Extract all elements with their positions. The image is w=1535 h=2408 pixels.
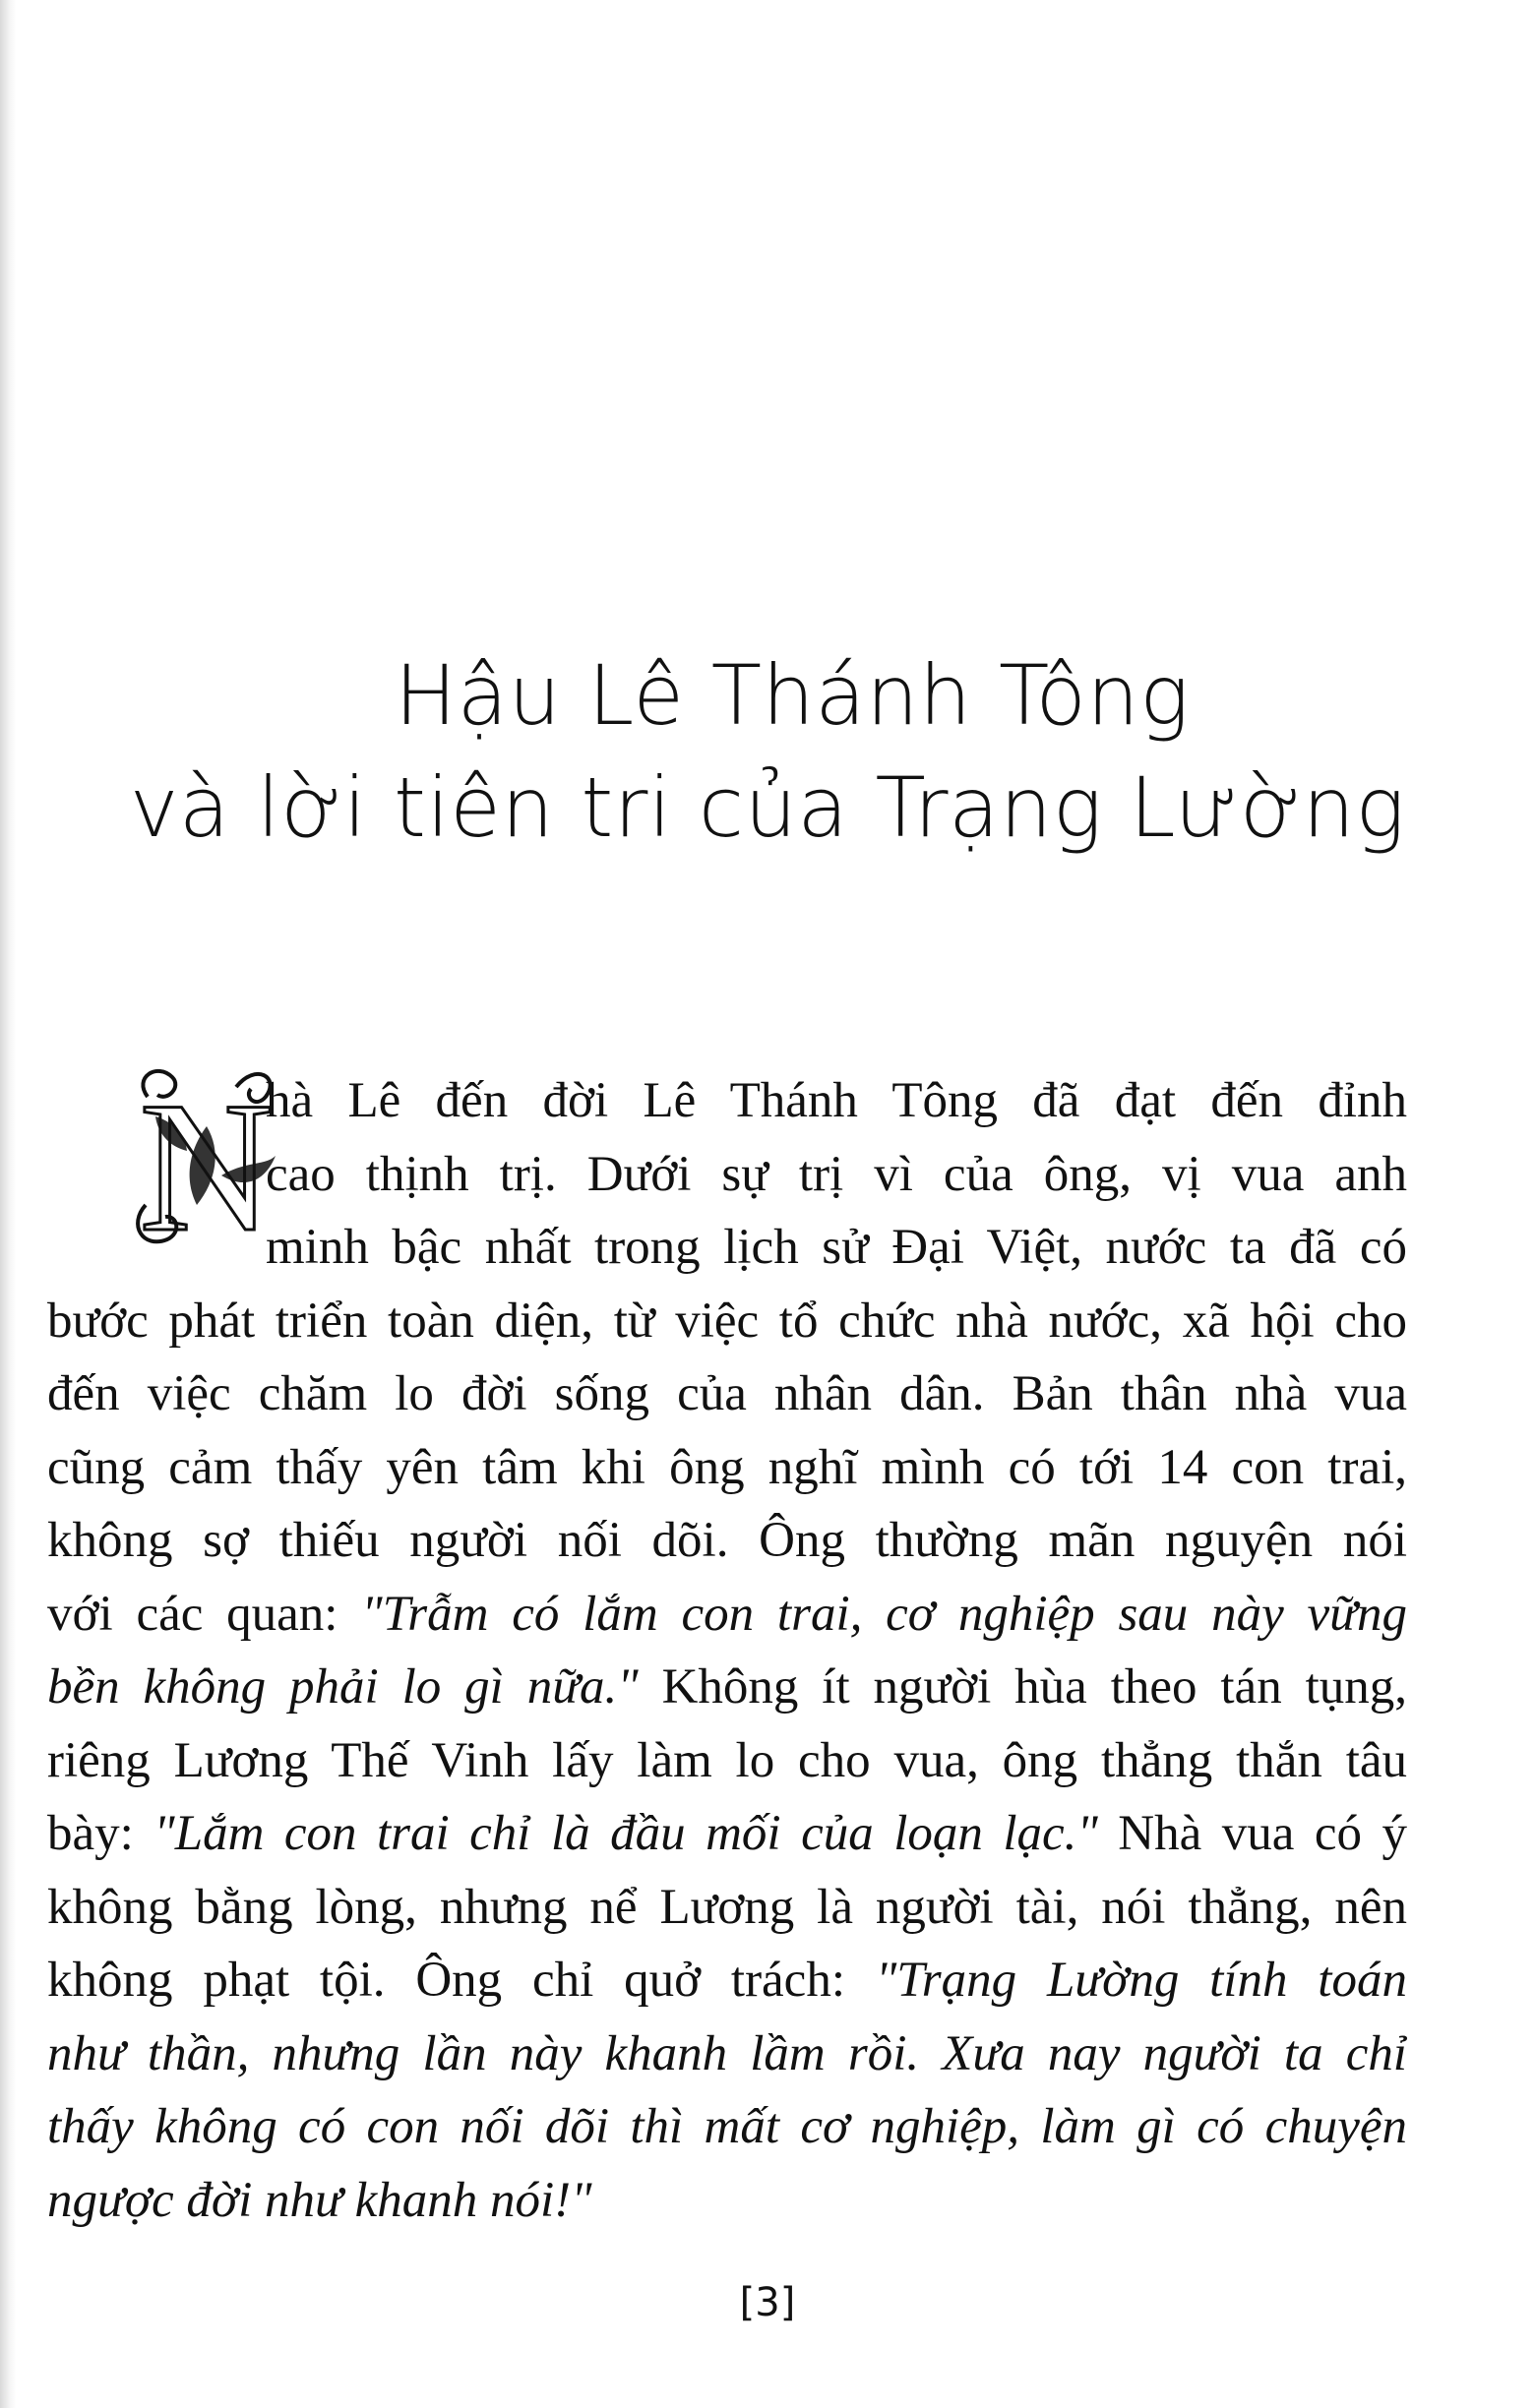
paragraph: [47, 1064, 1407, 2237]
body-text: riêng Lương Thế Vinh lấy làm lo cho vua, ông thẳng thắn tâu: [47, 1732, 1407, 1788]
chapter-title-line-1: Hậu Lê Thánh Tông: [394, 647, 1191, 744]
body-text: đến việc chăm lo đời sống của nhân dân. Bản thân nhà vua: [47, 1366, 1407, 1421]
paragraph-line: [47, 1357, 1407, 1431]
paragraph-line: [47, 1431, 1407, 1505]
body-text: bước phát triển toàn diện, từ việc tổ chức nhà nước, xã hội cho: [47, 1293, 1407, 1349]
body-text: với các quan:: [47, 1586, 362, 1642]
chapter-title: [0, 639, 1535, 864]
page-edge-shadow: [0, 0, 16, 2408]
quote-text: thấy không có con nối dõi thì mất cơ nghiệp, làm gì có chuyện: [47, 2099, 1407, 2154]
page-number: [3]: [739, 2280, 796, 2325]
dropcap-letter: N: [139, 1064, 275, 1254]
paragraph-line: [47, 1064, 1407, 1138]
paragraph-line: [47, 2017, 1407, 2091]
body-text: không phạt tội. Ông chỉ quở trách:: [47, 1953, 876, 2008]
paragraph-line: [47, 1504, 1407, 1578]
paragraph-line: [47, 1797, 1407, 1871]
body-text: minh bậc nhất trong lịch sử Đại Việt, nước ta đã có: [266, 1220, 1407, 1275]
paragraph-line: [47, 1871, 1407, 1945]
paragraph-line: [47, 1651, 1407, 1724]
body-text: Nhà vua có ý: [1097, 1806, 1407, 1861]
body-text: Không ít người hùa theo tán tụng,: [638, 1659, 1407, 1715]
body-text: không bằng lòng, nhưng nể Lương là người tài, nói thẳng, nên: [47, 1879, 1407, 1935]
body-text: hà Lê đến đời Lê Thánh Tông đã đạt đến đỉnh: [266, 1073, 1407, 1128]
paragraph-line: [47, 1138, 1407, 1212]
body-text: bày:: [47, 1806, 154, 1861]
paragraph-line: [47, 1944, 1407, 2017]
paragraph-line: [47, 2090, 1407, 2164]
quote-text: "Lắm con trai chỉ là đầu mối của loạn lạc.": [154, 1806, 1098, 1861]
body-text: cao thịnh trị. Dưới sự trị vì của ông, vị vua anh: [266, 1146, 1407, 1202]
paragraph-line: [47, 1578, 1407, 1652]
quote-text: bền không phải lo gì nữa.": [47, 1659, 639, 1715]
paragraph-line: [47, 1211, 1407, 1285]
body-text: cũng cảm thấy yên tâm khi ông nghĩ mình có tới 14 con trai,: [47, 1439, 1407, 1495]
paragraph-line: [47, 2164, 1407, 2238]
paragraph-line: [47, 1285, 1407, 1358]
body-text: không sợ thiếu người nối dõi. Ông thường mãn nguyện nói: [47, 1513, 1407, 1568]
quote-text: ngược đời như khanh nói!": [47, 2172, 592, 2228]
quote-text: như thần, nhưng lần này khanh lầm rồi. Xưa nay người ta chỉ: [47, 2025, 1407, 2081]
quote-text: "Trạng Lường tính toán: [875, 1953, 1407, 2008]
chapter-title-line-2: và lời tiên tri của Trạng Lường: [129, 759, 1406, 856]
quote-text: "Trẫm có lắm con trai, cơ nghiệp sau này vững: [361, 1586, 1407, 1642]
paragraph-line: [47, 1724, 1407, 1798]
